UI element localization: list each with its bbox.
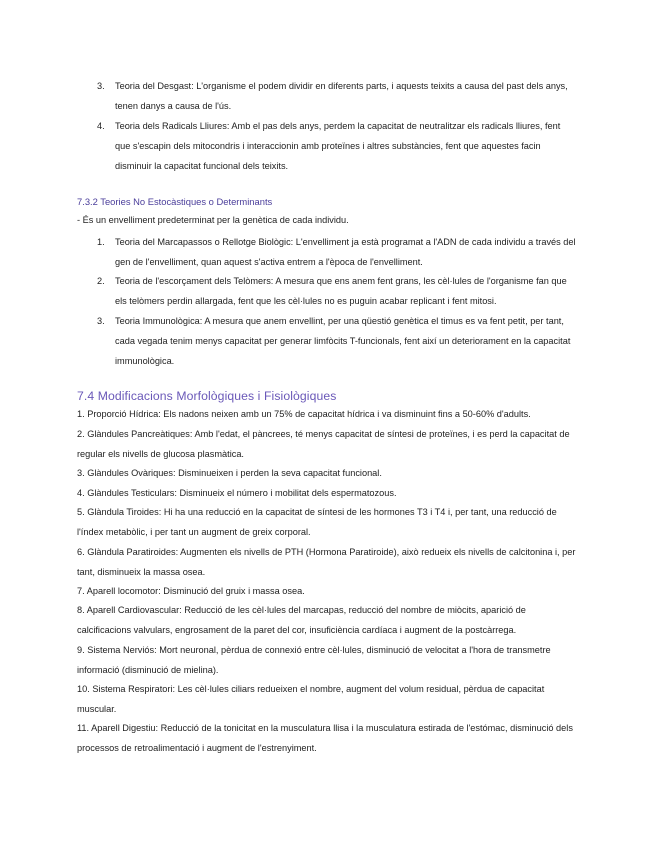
paragraph: 10. Sistema Respiratori: Les cèl·lules ciliars redueixen el nombre, augment del volum residual, pèrdua de capacitat muscular. [77,684,545,714]
list-text: Teoria dels Radicals Lliures: Amb el pas dels anys, perdem la capacitat de neutralitzar els radicals lliures, fent que s'escapin dels mitocondris i interaccionin amb proteïnes i altres substàncies, fent que aquestes facin disminuir la capacitat funcional dels teixits. [115,121,561,171]
list-text: Teoria Immunològica: A mesura que anem envellint, per una qüestió genètica el timus es va fent petit, per tant, cada vegada tenim menys capacitat per generar limfòcits T-funcionals, fent així un deteriorament en la capacitat immunològica. [115,316,571,366]
paragraph: 2. Glàndules Pancreàtiques: Amb l'edat, el pàncrees, té menys capacitat de síntesi de proteïnes, i es perd la capacitat de regular els nivells de glucosa plasmàtica. [77,429,570,459]
list-number: 1. [97,237,105,247]
section-intro: - És un envelliment predeterminat per la genètica de cada individu. [77,215,349,225]
paragraph: 4. Glàndules Testiculars: Disminueix el número i mobilitat dels espermatozous. [77,488,397,498]
section-heading: 7.4 Modificacions Morfològiques i Fisiològiques [77,389,337,403]
list-number: 3. [97,316,105,326]
paragraph: 11. Aparell Digestiu: Reducció de la tonicitat en la musculatura llisa i la musculatura estirada de l'estómac, disminució dels processos de retroalimentació i augment de l'estrenyiment. [77,723,573,753]
list-text: Teoria de l'escorçament dels Telòmers: A mesura que ens anem fent grans, les cèl·lules de l'organisme fan que els telòmers perdin allargada, fent que les cèl·lules no es puguin acabar replicant i fent mitosi. [115,276,567,306]
paragraph: 7. Aparell locomotor: Disminució del gruix i massa osea. [77,586,305,596]
paragraph: 6. Glàndula Paratiroides: Augmenten els nivells de PTH (Hormona Paratiroide), això redueix els nivells de calcitonina i, per tant, disminueix la massa osea. [77,547,576,577]
section-heading: 7.3.2 Teories No Estocàstiques o Determinants [77,196,273,207]
list-number: 3. [97,81,105,91]
paragraph: 1. Proporció Hídrica: Els nadons neixen amb un 75% de capacitat hídrica i va disminuint fins a 50-60% d'adults. [77,409,531,419]
paragraph: 3. Glàndules Ovàriques: Disminueixen i perden la seva capacitat funcional. [77,468,382,478]
paragraph: 5. Glàndula Tiroides: Hi ha una reducció en la capacitat de síntesi de les hormones T3 i T4 i, per tant, una reducció de l'índex metabòlic, i per tant un augment de greix corporal. [77,507,557,537]
paragraph: 9. Sistema Nerviós: Mort neuronal, pèrdua de connexió entre cèl·lules, disminució de velocitat a l'hora de transmetre informació (disminució de mielina). [77,645,551,675]
list-number: 4. [97,121,105,131]
list-text: Teoria del Marcapassos o Rellotge Biològic: L'envelliment ja està programat a l'ADN de cada individu a través del gen de l'envelliment, quan aquest s'activa entrem a l'època de l'envelliment. [115,237,576,267]
paragraph: 8. Aparell Cardiovascular: Reducció de les cèl·lules del marcapas, reducció del nombre de miòcits, aparició de calcificacions valvulars, engrosament de la paret del cor, insuficiència cardíaca i augment de la postcàrrega. [77,605,526,635]
list-text: Teoria del Desgast: L'organisme el podem dividir en diferents parts, i aquests teixits a causa del past dels anys, tenen danys a causa de l'ús. [115,81,568,111]
list-number: 2. [97,276,105,286]
